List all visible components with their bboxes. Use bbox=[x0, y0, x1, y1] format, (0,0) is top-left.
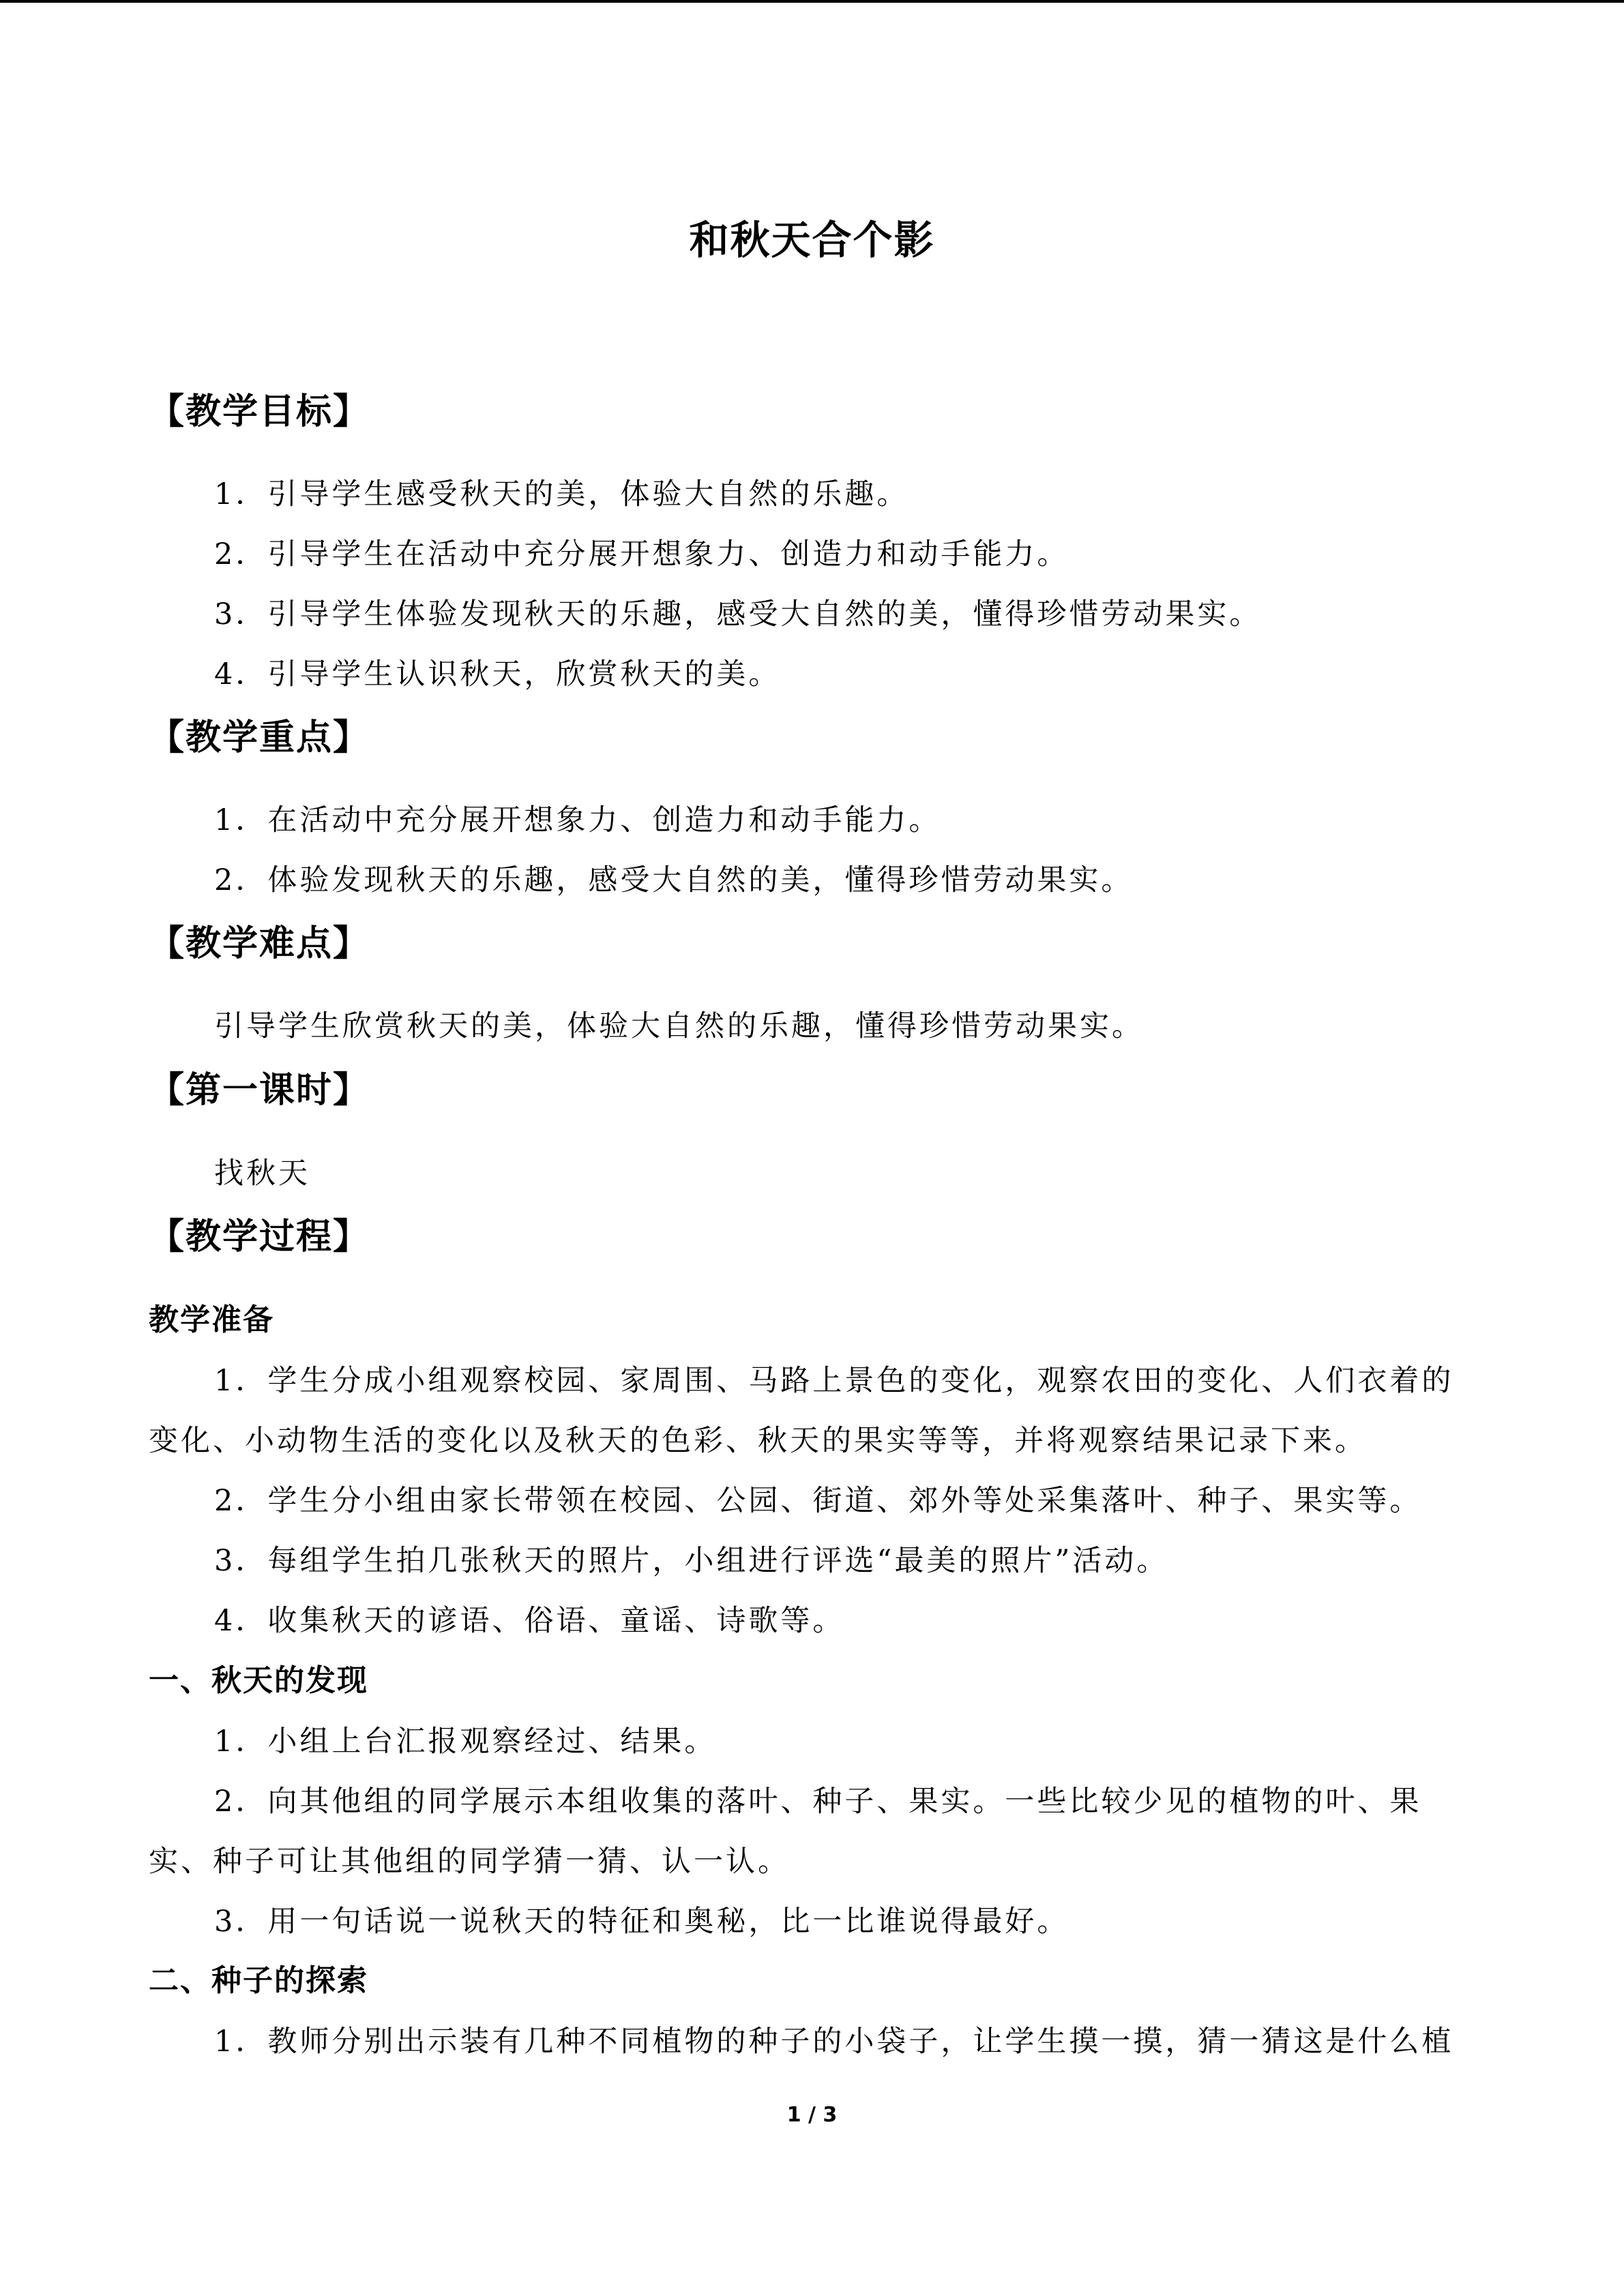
objective-item-4: 4．引导学生认识秋天，欣赏秋天的美。 bbox=[214, 657, 781, 691]
heading-key-points: 【教学重点】 bbox=[149, 717, 370, 758]
document-title: 和秋天合个影 bbox=[689, 217, 935, 263]
subheading-discovery: 一、秋天的发现 bbox=[149, 1663, 368, 1698]
key-point-item-2: 2．体验发现秋天的乐趣，感受大自然的美，懂得珍惜劳动果实。 bbox=[214, 863, 1134, 897]
subheading-preparation: 教学准备 bbox=[149, 1302, 274, 1337]
discovery-item-3: 3．用一句话说一说秋天的特征和奥秘，比一比谁说得最好。 bbox=[214, 1905, 1069, 1939]
page-top-border bbox=[0, 0, 1624, 3]
key-point-item-1: 1．在活动中充分展开想象力、创造力和动手能力。 bbox=[214, 803, 941, 837]
difficulty-text: 引导学生欣赏秋天的美，体验大自然的乐趣，懂得珍惜劳动果实。 bbox=[214, 1009, 1144, 1043]
discovery-item-2: 2．向其他组的同学展示本组收集的落叶、种子、果实。一些比较少见的植物的叶、果实、种子可让其他组的同学猜一猜、认一认。 bbox=[149, 1785, 1422, 1879]
preparation-item-2: 2．学生分小组由家长带领在校园、公园、街道、郊外等处采集落叶、种子、果实等。 bbox=[214, 1484, 1422, 1518]
seed-item-1: 1．教师分别出示装有几种不同植物的种子的小袋子，让学生摸一摸，猜一猜这是什么植 bbox=[214, 2025, 1454, 2059]
preparation-item-3: 3．每组学生拍几张秋天的照片，小组进行评选“最美的照片”活动。 bbox=[214, 1544, 1169, 1578]
heading-difficulties: 【教学难点】 bbox=[149, 923, 370, 964]
discovery-item-1: 1．小组上台汇报观察经过、结果。 bbox=[214, 1725, 717, 1759]
preparation-item-4: 4．收集秋天的谚语、俗语、童谣、诗歌等。 bbox=[214, 1604, 845, 1638]
objective-item-1: 1．引导学生感受秋天的美，体验大自然的乐趣。 bbox=[214, 477, 909, 511]
objective-item-2: 2．引导学生在活动中充分展开想象力、创造力和动手能力。 bbox=[214, 537, 1069, 571]
preparation-item-1: 1．学生分成小组观察校园、家周围、马路上景色的变化，观察农田的变化、人们衣着的变化、小动物生活的变化以及秋天的色彩、秋天的果实等等，并将观察结果记录下来。 bbox=[149, 1364, 1454, 1458]
heading-first-lesson: 【第一课时】 bbox=[149, 1070, 370, 1111]
page-number: 1 / 3 bbox=[786, 2103, 838, 2127]
objective-item-3: 3．引导学生体验发现秋天的乐趣，感受大自然的美，懂得珍惜劳动果实。 bbox=[214, 597, 1262, 631]
first-lesson-text: 找秋天 bbox=[214, 1157, 310, 1191]
heading-process: 【教学过程】 bbox=[149, 1217, 370, 1257]
subheading-seed-exploration: 二、种子的探索 bbox=[149, 1963, 368, 1998]
heading-objectives: 【教学目标】 bbox=[149, 391, 370, 432]
